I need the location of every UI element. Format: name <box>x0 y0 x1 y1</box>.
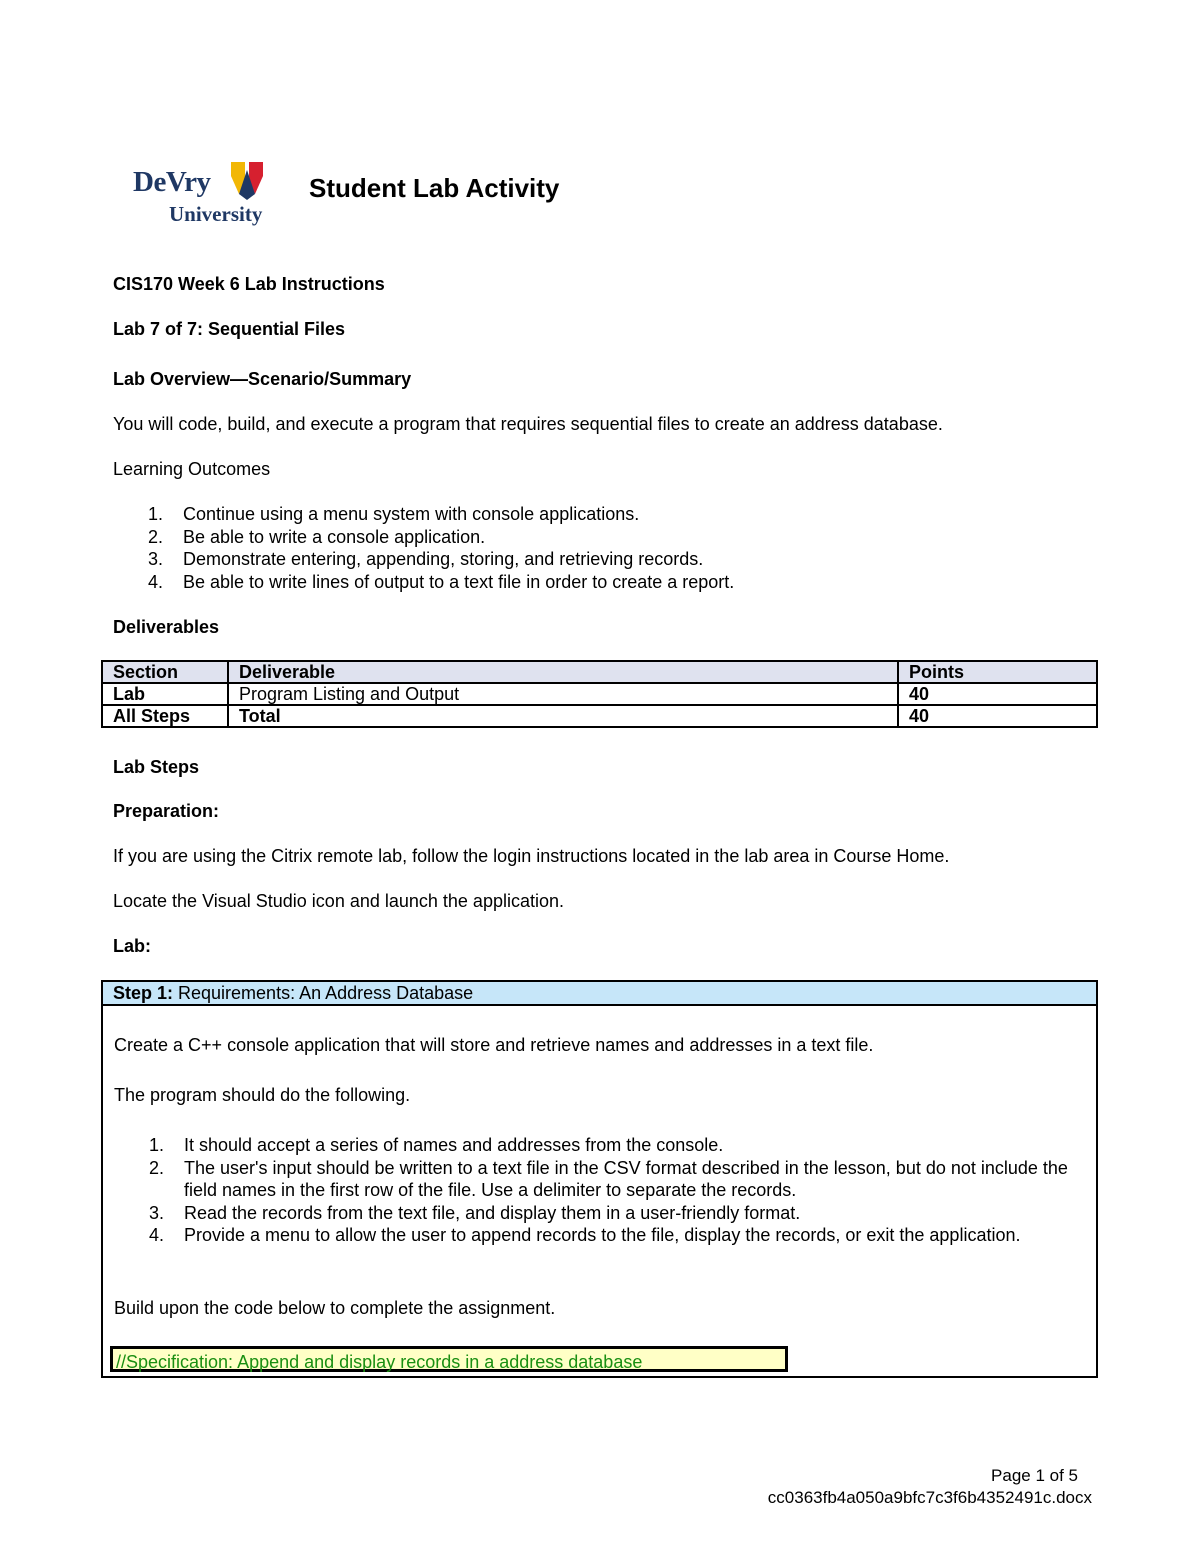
step-1-header <box>103 982 1096 1006</box>
list-item: 2. Be able to write a console application. <box>148 526 486 547</box>
table-header-cell: Points <box>898 661 1097 683</box>
table-cell: Lab <box>102 683 228 705</box>
table-cell: Total <box>228 705 898 727</box>
table-header-row <box>102 661 1097 683</box>
list-item: 3. Demonstrate entering, appending, storing, and retrieving records. <box>148 549 704 569</box>
preparation-heading: Preparation: <box>113 801 220 821</box>
table-cell: 40 <box>898 705 1097 727</box>
document-title: Student Lab Activity <box>309 173 560 203</box>
lab-title: Lab 7 of 7: Sequential Files <box>113 319 346 339</box>
table-row <box>102 705 1097 727</box>
devry-logo <box>133 160 283 230</box>
table-cell: 40 <box>898 683 1097 705</box>
deliverables-table <box>101 660 1098 728</box>
table-cell: All Steps <box>102 705 228 727</box>
step-title: Requirements: An Address Database <box>173 983 474 1003</box>
outcomes-heading: Learning Outcomes <box>113 459 271 479</box>
overview-heading: Lab Overview—Scenario/Summary <box>113 369 412 389</box>
list-item: 3. Read the records from the text file, and display them in a user-friendly format. <box>149 1202 801 1223</box>
step-1-box <box>101 980 1098 1378</box>
table-header-cell: Section <box>102 661 228 683</box>
deliverables-heading: Deliverables <box>113 617 220 637</box>
table-cell: Program Listing and Output <box>228 683 898 705</box>
step-label: Step 1: <box>113 983 174 1003</box>
prep-text-visual-studio: Locate the Visual Studio icon and launch the application. <box>113 891 564 911</box>
step-intro-text: Create a C++ console application that will store and retrieve names and addresses in a text file. <box>114 1035 874 1055</box>
overview-text: You will code, build, and execute a program that requires sequential files to create an address database. <box>113 414 943 434</box>
logo-text-devry: DeVry <box>133 166 211 198</box>
requirements-list <box>114 1134 1074 1247</box>
document-filename: cc0363fb4a050a9bfc7c3f6b4352491c.docx <box>767 1488 1092 1507</box>
course-heading: CIS170 Week 6 Lab Instructions <box>113 274 385 294</box>
list-item: 4. Be able to write lines of output to a text file in order to create a report. <box>148 571 735 592</box>
list-item: 1. Continue using a menu system with console applications. <box>148 504 640 524</box>
build-text: Build upon the code below to complete the assignment. <box>114 1298 556 1318</box>
shield-icon <box>229 160 265 200</box>
learning-outcomes-list <box>113 503 734 593</box>
page-number: Page 1 of 5 <box>991 1466 1078 1485</box>
prep-text-citrix: If you are using the Citrix remote lab, follow the login instructions located in the lab area in Course Home. <box>113 846 950 866</box>
list-item: 2. The user's input should be written to a text file in the CSV format described in the lesson, but do not include the field names in the first row of the file. Use a delimiter to separate the records. <box>149 1157 1068 1200</box>
lab-heading: Lab: <box>113 936 151 956</box>
table-row <box>102 683 1097 705</box>
table-header-cell: Deliverable <box>228 661 898 683</box>
logo-text-university: University <box>169 202 263 226</box>
list-item: 4. Provide a menu to allow the user to append records to the file, display the records, or exit the application. <box>149 1225 1021 1245</box>
lab-steps-heading: Lab Steps <box>113 757 200 777</box>
list-item: 1. It should accept a series of names and addresses from the console. <box>149 1135 724 1155</box>
step-lead-text: The program should do the following. <box>114 1085 411 1105</box>
code-snippet: //Specification: Append and display records in a address database <box>110 1346 788 1372</box>
